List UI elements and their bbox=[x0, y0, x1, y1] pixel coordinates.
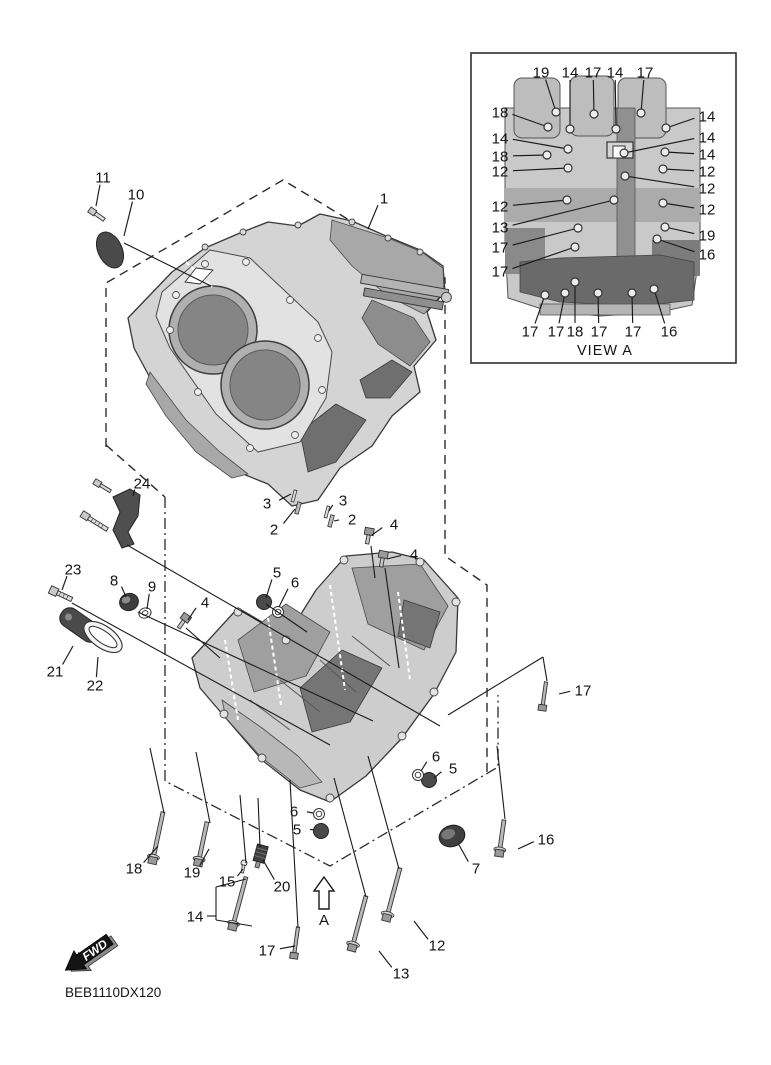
part-screw-11 bbox=[88, 207, 106, 222]
callout-label-16: 16 bbox=[698, 246, 716, 264]
callout-label-17: 17 bbox=[521, 323, 539, 341]
callout-label-18: 18 bbox=[491, 148, 509, 166]
callout-label-12: 12 bbox=[428, 937, 446, 955]
part-screw-23 bbox=[48, 586, 73, 603]
callout-label-17: 17 bbox=[574, 682, 592, 700]
callout-label-17: 17 bbox=[636, 64, 654, 82]
bolt-point bbox=[653, 235, 661, 243]
bolt-point bbox=[661, 148, 669, 156]
callout-label-19: 19 bbox=[183, 864, 201, 882]
view-direction-arrow bbox=[314, 877, 334, 929]
leader-line bbox=[414, 921, 428, 939]
view-direction-label: A bbox=[318, 912, 330, 929]
leader-line bbox=[421, 762, 427, 771]
callout-label-11: 11 bbox=[95, 169, 111, 187]
view-a-inset bbox=[471, 53, 736, 363]
leader-line bbox=[459, 845, 468, 862]
bolt-point bbox=[574, 224, 582, 232]
bolt-point bbox=[543, 151, 551, 159]
leader-line bbox=[96, 657, 98, 677]
callout-label-14: 14 bbox=[698, 146, 716, 164]
callout-label-18: 18 bbox=[491, 104, 509, 122]
callout-label-17: 17 bbox=[590, 323, 608, 341]
fwd-mark bbox=[59, 929, 121, 983]
aux-line bbox=[150, 748, 164, 813]
part-washer-6c bbox=[314, 809, 325, 820]
callout-label-14: 14 bbox=[561, 64, 579, 82]
part-plug-5c bbox=[314, 824, 329, 839]
part-bolt-4a bbox=[363, 527, 375, 544]
aux-line bbox=[258, 798, 260, 847]
leader-line bbox=[334, 520, 339, 521]
bolt-point bbox=[650, 285, 658, 293]
callout-label-4: 4 bbox=[389, 516, 399, 534]
bolt-point bbox=[662, 124, 670, 132]
callout-label-6: 6 bbox=[289, 803, 299, 821]
callout-label-1: 1 bbox=[379, 190, 389, 208]
bolt-point bbox=[544, 123, 552, 131]
callout-label-10: 10 bbox=[127, 186, 145, 204]
aux-line bbox=[497, 746, 505, 819]
leader-line bbox=[263, 860, 274, 880]
aux-line bbox=[448, 657, 543, 715]
part-bolt-12 bbox=[379, 866, 406, 922]
callout-label-20: 20 bbox=[273, 878, 291, 896]
view-a-caption: VIEW A bbox=[577, 343, 633, 359]
part-cap-7 bbox=[436, 822, 467, 850]
part-bolt-17b bbox=[290, 926, 302, 959]
aux-line bbox=[196, 752, 210, 823]
leader-line bbox=[518, 842, 534, 849]
bolt-point bbox=[571, 278, 579, 286]
part-washer-6b bbox=[413, 770, 424, 781]
part-bolt-18 bbox=[146, 811, 169, 865]
bolt-point bbox=[628, 289, 636, 297]
callout-label-24: 24 bbox=[133, 475, 151, 493]
bolt-point bbox=[566, 125, 574, 133]
leader-line bbox=[559, 691, 570, 694]
upper-crankcase-art bbox=[128, 214, 453, 506]
part-bolt-16 bbox=[493, 819, 510, 857]
leader-line bbox=[124, 202, 132, 236]
leader-line bbox=[615, 80, 616, 129]
callout-label-2: 2 bbox=[269, 521, 279, 539]
bolt-point bbox=[620, 149, 628, 157]
leader-line bbox=[147, 594, 149, 609]
callout-label-12: 12 bbox=[491, 198, 509, 216]
callout-label-17: 17 bbox=[491, 239, 509, 257]
part-bolt-4c bbox=[175, 612, 192, 630]
callout-label-9: 9 bbox=[147, 578, 157, 596]
leader-line bbox=[368, 205, 378, 229]
bolt-point bbox=[659, 199, 667, 207]
bolt-point bbox=[610, 196, 618, 204]
leader-line bbox=[63, 646, 73, 665]
leader-line bbox=[593, 80, 594, 114]
callout-label-17: 17 bbox=[547, 323, 565, 341]
callout-label-14: 14 bbox=[698, 108, 716, 126]
callout-label-13: 13 bbox=[491, 219, 509, 237]
callout-label-6: 6 bbox=[290, 574, 300, 592]
callout-label-16: 16 bbox=[537, 831, 555, 849]
callout-label-16: 16 bbox=[660, 323, 678, 341]
aux-line bbox=[543, 657, 547, 681]
callout-label-19: 19 bbox=[698, 227, 716, 245]
callout-label-13: 13 bbox=[392, 965, 410, 983]
bolt-point bbox=[612, 125, 620, 133]
leader-line bbox=[310, 829, 314, 830]
aux-line bbox=[368, 756, 399, 869]
callout-label-15: 15 bbox=[218, 873, 236, 891]
part-bolt-13 bbox=[345, 894, 372, 952]
part-plug-5a bbox=[257, 595, 272, 610]
callout-label-5: 5 bbox=[448, 760, 458, 778]
bolt-point bbox=[637, 109, 645, 117]
part-bracket-24 bbox=[80, 479, 140, 548]
lower-crankcase-art bbox=[192, 552, 460, 802]
callout-label-17: 17 bbox=[258, 942, 276, 960]
callout-label-4: 4 bbox=[200, 594, 210, 612]
callout-label-17: 17 bbox=[624, 323, 642, 341]
view-a-engine-art bbox=[505, 76, 700, 316]
bolt-point bbox=[564, 145, 572, 153]
bolt-point bbox=[571, 243, 579, 251]
bolt-point bbox=[541, 291, 549, 299]
callout-label-12: 12 bbox=[491, 163, 509, 181]
part-bolt-17r bbox=[538, 681, 550, 711]
part-nut-8 bbox=[117, 591, 141, 613]
bolt-point bbox=[590, 110, 598, 118]
part-pin-2b bbox=[328, 515, 335, 528]
callout-label-17: 17 bbox=[491, 263, 509, 281]
leader-line bbox=[280, 946, 295, 949]
callout-label-3: 3 bbox=[262, 495, 272, 513]
callout-label-22: 22 bbox=[86, 677, 104, 695]
callout-label-12: 12 bbox=[698, 180, 716, 198]
callout-label-18: 18 bbox=[566, 323, 584, 341]
part-gasket-10 bbox=[91, 228, 129, 273]
callout-label-23: 23 bbox=[64, 561, 82, 579]
leader-line bbox=[379, 951, 392, 967]
bolt-point bbox=[661, 223, 669, 231]
part-code: BEB1110DX120 bbox=[65, 985, 162, 1000]
callout-label-14: 14 bbox=[491, 130, 509, 148]
leader-line bbox=[96, 185, 100, 206]
callout-label-5: 5 bbox=[292, 821, 302, 839]
aux-line bbox=[240, 795, 246, 863]
bolt-point bbox=[594, 289, 602, 297]
bolt-point bbox=[564, 164, 572, 172]
callout-label-18: 18 bbox=[125, 860, 143, 878]
callout-label-21: 21 bbox=[46, 663, 64, 681]
up-arrow-icon bbox=[314, 877, 334, 909]
callout-label-5: 5 bbox=[272, 564, 282, 582]
aux-line bbox=[290, 780, 298, 928]
bolt-point bbox=[659, 165, 667, 173]
fwd-label: FWD bbox=[79, 936, 111, 964]
bolt-point bbox=[552, 108, 560, 116]
leader-line bbox=[188, 608, 196, 620]
callout-label-14: 14 bbox=[186, 908, 204, 926]
callout-label-2: 2 bbox=[347, 511, 357, 529]
callout-label-12: 12 bbox=[698, 163, 716, 181]
aux-line bbox=[334, 778, 366, 897]
bolt-point bbox=[563, 196, 571, 204]
callout-label-7: 7 bbox=[471, 860, 481, 878]
part-pin-3b bbox=[324, 506, 330, 518]
callout-label-6: 6 bbox=[431, 748, 441, 766]
leader-line bbox=[283, 509, 295, 523]
callout-label-17: 17 bbox=[584, 64, 602, 82]
callout-label-3: 3 bbox=[338, 492, 348, 510]
callout-label-19: 19 bbox=[532, 64, 550, 82]
leader-line bbox=[266, 579, 272, 598]
callout-label-4: 4 bbox=[409, 546, 419, 564]
bolt-point bbox=[561, 289, 569, 297]
callout-label-8: 8 bbox=[109, 572, 119, 590]
callout-label-12: 12 bbox=[698, 201, 716, 219]
bolt-point bbox=[621, 172, 629, 180]
leader-line bbox=[307, 812, 313, 813]
callout-label-14: 14 bbox=[606, 64, 624, 82]
callout-label-14: 14 bbox=[698, 129, 716, 147]
